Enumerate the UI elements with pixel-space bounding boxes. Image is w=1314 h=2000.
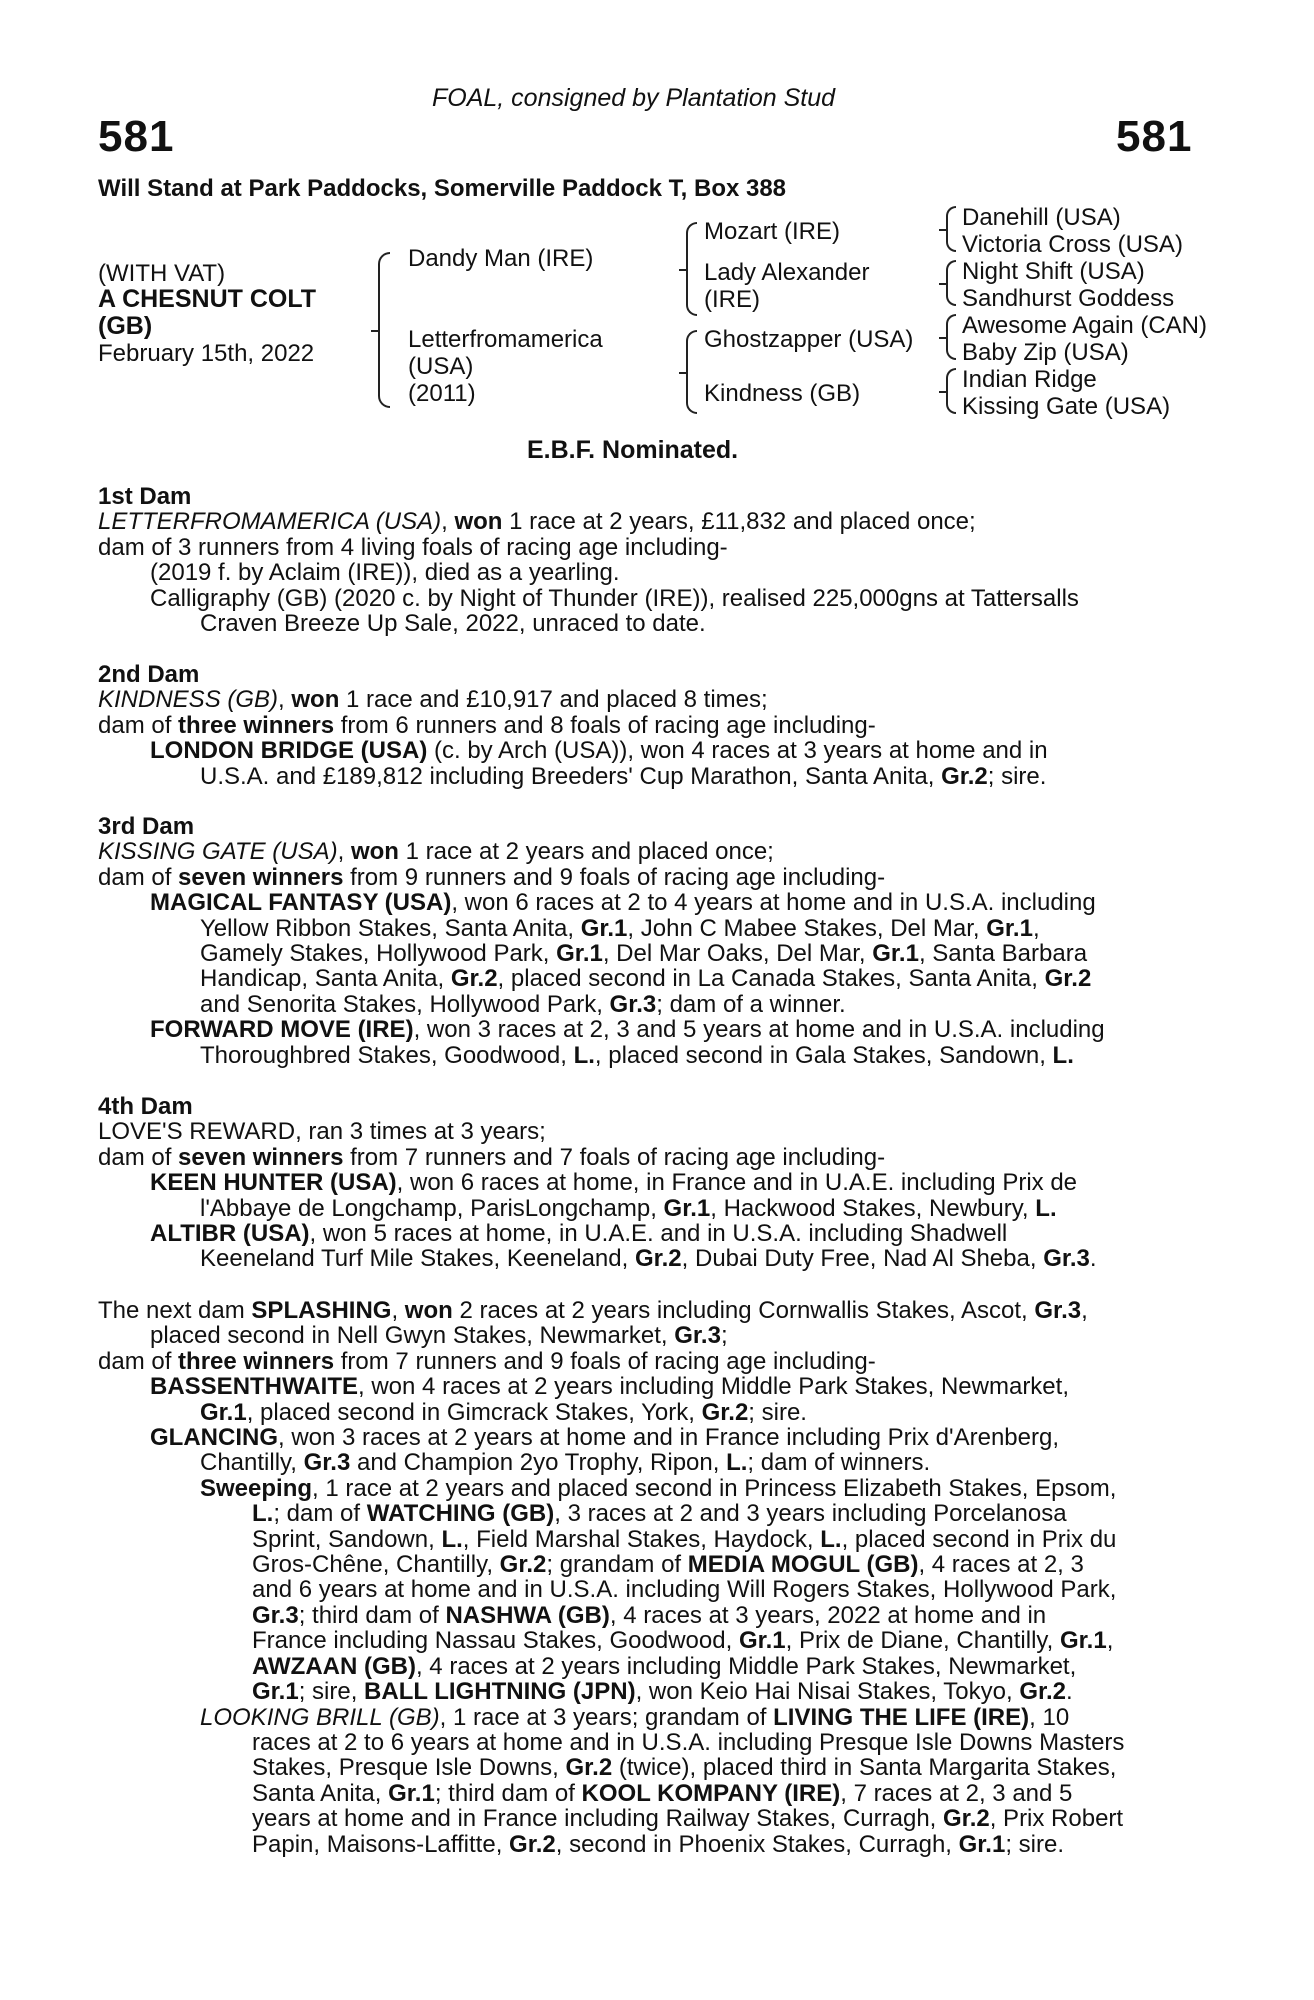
next-dam-section (98, 1298, 1204, 1857)
text: ; dam of a winner. (656, 990, 846, 1018)
text: Handicap, Santa Anita, (200, 965, 451, 993)
pedigree-brace-3a (946, 206, 956, 252)
text: Gros-Chêne, Chantilly, (252, 1551, 500, 1579)
text: , placed second in Prix du (841, 1525, 1117, 1553)
text: Thoroughbred Stakes, Goodwood, (200, 1041, 574, 1069)
progeny-name: LIVING THE LIFE (IRE) (773, 1703, 1030, 1731)
text: l'Abbaye de Longchamp, ParisLongchamp, (200, 1194, 664, 1222)
grade: Gr.1 (252, 1678, 299, 1706)
text: , 1 race at 2 years and placed second in Princess Elizabeth Stakes, Epsom, (312, 1474, 1117, 1502)
consignor-line: FOAL, consigned by Plantation Stud (432, 84, 836, 112)
winners-count: three winners (178, 711, 335, 739)
pedigree-brace-2b (686, 330, 697, 414)
pedigree-dam-sire: Ghostzapper (USA) (704, 326, 914, 353)
grade: Gr.1 (1059, 1627, 1107, 1655)
pedigree-dds: Indian Ridge (962, 366, 1097, 393)
text: dam of (98, 863, 179, 891)
progeny-name: NASHWA (GB) (445, 1601, 610, 1629)
progeny-name: LONDON BRIDGE (USA) (150, 737, 428, 765)
text: races at 2 to 6 years at home and in U.S.A. including Presque Isle Downs Masters (252, 1728, 1125, 1756)
grade: L. (252, 1500, 274, 1528)
text: , Dubai Duty Free, Nad Al Sheba, (681, 1245, 1044, 1273)
grade: Gr.1 (663, 1194, 711, 1222)
text: ; (720, 1322, 728, 1350)
progeny-name: FORWARD MOVE (IRE) (150, 1016, 414, 1044)
text: France including Nassau Stakes, Goodwood, (252, 1627, 739, 1655)
grade: L. (1035, 1194, 1057, 1222)
text: , Del Mar Oaks, Del Mar, (602, 940, 873, 968)
grade: L. (1052, 1041, 1074, 1069)
text: , placed second in Gala Stakes, Sandown, (594, 1041, 1053, 1069)
text: from 7 runners and 7 foals of racing age including- (343, 1143, 886, 1171)
text: . (1089, 1245, 1097, 1273)
text: , second in Phoenix Stakes, Curragh, (555, 1830, 959, 1858)
text: , (1032, 914, 1040, 942)
text: Sprint, Sandown, (252, 1525, 442, 1553)
pedigree-sdd: Sandhurst Goddess (962, 285, 1175, 312)
won-label: won (404, 1297, 453, 1324)
text: , 4 races at 2 years including Middle Park Stakes, Newmarket, (415, 1652, 1077, 1680)
progeny-name: ALTIBR (USA) (150, 1220, 310, 1248)
text: ; grandam of (546, 1551, 688, 1579)
race-record: 1 race at 2 years and placed once; (398, 838, 774, 866)
progeny-name: LOOKING BRILL (GB) (200, 1703, 440, 1731)
grade: Gr.2 (565, 1754, 613, 1782)
text: Gamely Stakes, Hollywood Park, (200, 940, 557, 968)
text: , won Keio Hai Nisai Stakes, Tokyo, (635, 1678, 1020, 1706)
text: and Senorita Stakes, Hollywood Park, (200, 990, 610, 1018)
text: ; sire. (748, 1398, 807, 1426)
text: Stakes, Presque Isle Downs, (252, 1754, 566, 1782)
grade: Gr.1 (872, 940, 919, 968)
lot-number-left: 581 (98, 112, 175, 161)
progeny-name: WATCHING (GB) (366, 1500, 555, 1528)
text: Keeneland Turf Mile Stakes, Keeneland, (200, 1245, 635, 1273)
grade: L. (441, 1525, 463, 1553)
pedigree-dss: Awesome Again (CAN) (962, 312, 1207, 339)
pedigree-dam-line1: Letterfromamerica (408, 326, 603, 353)
pedigree-brace-3b (946, 260, 956, 306)
lot-number-right: 581 (1116, 112, 1193, 161)
dam-name: KISSING GATE (USA) (98, 838, 338, 866)
grade: Gr.2 (701, 1398, 749, 1426)
text: dam of (98, 711, 179, 739)
dam-name: KINDNESS (GB) (98, 686, 279, 714)
pedigree-brace-3c (946, 314, 956, 360)
race-record: 1 race at 2 years, £11,832 and placed once; (502, 508, 976, 536)
progeny-name: AWZAAN (GB) (252, 1652, 416, 1680)
grade: Gr.1 (580, 914, 628, 942)
grade: Gr.3 (674, 1322, 721, 1350)
text: . (1066, 1678, 1073, 1706)
pedigree-ssd: Victoria Cross (USA) (962, 231, 1183, 258)
grade: L. (573, 1041, 595, 1069)
pedigree-ddd: Kissing Gate (USA) (962, 393, 1171, 420)
text: The next dam (98, 1297, 252, 1324)
grade: Gr.2 (941, 762, 988, 790)
text: U.S.A. and £189,812 including Breeders' Cup Marathon, Santa Anita, (200, 762, 942, 790)
section-heading: 1st Dam (98, 483, 192, 510)
text: and Champion 2yo Trophy, Ripon, (350, 1449, 727, 1477)
text: , Hackwood Stakes, Newbury, (710, 1194, 1036, 1222)
pedigree-brace-3d (946, 368, 956, 414)
text: dam of (98, 1347, 179, 1375)
text: , Prix Robert (989, 1805, 1124, 1833)
grade: Gr.1 (958, 1830, 1006, 1858)
pedigree-brace-1 (378, 252, 390, 408)
second-dam-section: 2nd Dam KINDNESS (GB), won 1 race and £10,917 and placed 8 times; dam of three winners from 6 runners and 8 foals of racing age including- LONDON BRIDGE (USA) (c. by Arch (USA)), won 4 races at 3 years at home and in U.S.A. and £189,812 including Breeders' Cup Marathon, Santa Anita, Gr.2; sire. (98, 662, 1204, 789)
grade: Gr.3 (252, 1601, 299, 1629)
horse-description: A CHESNUT COLT (98, 285, 317, 313)
winners-count: three winners (178, 1347, 335, 1375)
text: , placed second in La Canada Stakes, Santa Anita, (497, 965, 1045, 993)
text: years at home and in France including Railway Stakes, Curragh, (252, 1805, 944, 1833)
text: , 10 (1029, 1703, 1070, 1731)
progeny-name: BALL LIGHTNING (JPN) (364, 1678, 636, 1706)
fourth-dam-section (98, 1094, 1204, 1272)
produce-entry: Calligraphy (GB) (2020 c. by Night of Thunder (IRE)), realised 225,000gns at Tattersalls (150, 584, 1079, 612)
grade: Gr.2 (509, 1830, 556, 1858)
produce-summary: dam of 3 runners from 4 living foals of racing age including- (98, 533, 728, 561)
grade: Gr.2 (943, 1805, 990, 1833)
winners-count: seven winners (178, 1143, 344, 1171)
progeny-name: KEEN HUNTER (USA) (150, 1169, 397, 1197)
text: (twice), placed third in Santa Margarita Stakes, (612, 1754, 1117, 1782)
third-dam-section: 3rd Dam KISSING GATE (USA), won 1 race at 2 years and placed once; dam of seven winners from 9 runners and 9 foals of racing age including- MAGICAL FANTASY (USA), won 6 races at 2 to 4 years at home and in U.S.A. including Yellow Ribbon Stakes, Santa Anita, Gr.1, John C Mabee Stakes, Del Mar, Gr.1, Gamely Stakes, Hollywood Park, Gr.1, Del Mar Oaks, Del Mar, Gr.1, Santa Barbara Handicap, Santa Anita, Gr.2, placed second in La Canada Stakes, Santa Anita, Gr.2 and Senorita Stakes, Hollywood Park, Gr.3; dam of a winner. FORWARD MOVE (IRE), won 3 races at 2, 3 and 5 years at home and in U.S.A. including Thoroughbred Stakes, Goodwood, L., placed second in Gala Stakes, Sandown, L. (98, 814, 1204, 1068)
text: , won 3 races at 2, 3 and 5 years at home and in U.S.A. including (413, 1016, 1105, 1044)
section-heading: 3rd Dam (98, 813, 195, 840)
text: ; dam of winners. (747, 1449, 931, 1477)
text: , 4 races at 3 years, 2022 at home and in (609, 1601, 1047, 1629)
text: , (1081, 1297, 1088, 1324)
text: , won 6 races at 2 to 4 years at home and in U.S.A. including (451, 889, 1096, 917)
produce-entry: (2019 f. by Aclaim (IRE)), died as a yearling. (150, 559, 620, 587)
produce-entry-continued: Craven Breeze Up Sale, 2022, unraced to date. (200, 610, 706, 638)
pedigree-dam-dam: Kindness (GB) (704, 380, 861, 407)
grade: L. (820, 1525, 842, 1553)
grade: Gr.3 (1043, 1245, 1090, 1273)
dam-name: LETTERFROMAMERICA (USA) (98, 508, 442, 536)
text: , Field Marshal Stakes, Haydock, (462, 1525, 821, 1553)
text: , 7 races at 2, 3 and 5 (840, 1779, 1073, 1807)
progeny-name: GLANCING (150, 1424, 278, 1452)
grade: Gr.1 (986, 914, 1033, 942)
text: ; sire, (298, 1678, 365, 1706)
text: Yellow Ribbon Stakes, Santa Anita, (200, 914, 581, 942)
grade: Gr.1 (556, 940, 603, 968)
text: placed second in Nell Gwyn Stakes, Newmarket, (150, 1322, 675, 1350)
text: ; third dam of (434, 1779, 582, 1807)
pedigree-sire-sire: Mozart (IRE) (704, 218, 841, 245)
text: ; sire. (987, 762, 1047, 790)
pedigree-sire-dam-line2: (IRE) (704, 286, 760, 313)
text: dam of (98, 1143, 179, 1171)
foaling-date: February 15th, 2022 (98, 340, 315, 367)
text: , 4 races at 2, 3 (918, 1551, 1084, 1579)
grade: Gr.2 (450, 965, 498, 993)
pedigree-dam-line2: (USA) (408, 353, 474, 380)
grade: Gr.2 (1019, 1678, 1067, 1706)
text: , won 6 races at home, in France and in U.A.E. including Prix de (396, 1169, 1078, 1197)
dam-record: LOVE'S REWARD, ran 3 times at 3 years; (98, 1118, 546, 1146)
grade: Gr.2 (499, 1551, 547, 1579)
text: , John C Mabee Stakes, Del Mar, (627, 914, 987, 942)
section-heading: 4th Dam (98, 1093, 193, 1120)
text: , placed second in Gimcrack Stakes, York, (246, 1398, 702, 1426)
text: , (1106, 1627, 1114, 1655)
progeny-name: MAGICAL FANTASY (USA) (150, 889, 452, 917)
won-label: won (454, 508, 503, 536)
grade: L. (726, 1449, 748, 1477)
won-label: won (350, 838, 399, 866)
stable-location: Will Stand at Park Paddocks, Somerville Paddock T, Box 388 (98, 175, 787, 202)
text: Chantilly, (200, 1449, 304, 1477)
horse-origin: (GB) (98, 312, 153, 340)
text: ; third dam of (298, 1601, 446, 1629)
grade: Gr.2 (634, 1245, 682, 1273)
pedigree-sss: Danehill (USA) (962, 204, 1121, 231)
winners-count: seven winners (178, 863, 344, 891)
text: , won 5 races at home, in U.A.E. and in U.S.A. including Shadwell (309, 1220, 1008, 1248)
pedigree-sire: Dandy Man (IRE) (408, 245, 594, 272)
text: , 3 races at 2 and 3 years including Porcelanosa (554, 1500, 1067, 1528)
grade: Gr.3 (609, 990, 657, 1018)
pedigree-dsd: Baby Zip (USA) (962, 339, 1129, 366)
section-heading: 2nd Dam (98, 661, 200, 688)
grade: Gr.3 (1034, 1297, 1082, 1324)
grade: Gr.1 (738, 1627, 786, 1655)
text: , (391, 1297, 405, 1324)
text: Santa Anita, (252, 1779, 389, 1807)
progeny-name: BASSENTHWAITE (150, 1373, 359, 1401)
pedigree-brace-2a (686, 222, 697, 316)
race-record: 1 race and £10,917 and placed 8 times; (339, 686, 768, 714)
text: , Prix de Diane, Chantilly, (785, 1627, 1060, 1655)
text: Papin, Maisons-Laffitte, (252, 1830, 510, 1858)
progeny-name: MEDIA MOGUL (GB) (687, 1551, 919, 1579)
grade: Gr.1 (388, 1779, 435, 1807)
dam-name: SPLASHING (251, 1297, 392, 1324)
text: ; sire. (1005, 1830, 1065, 1858)
text: 2 races at 2 years including Cornwallis Stakes, Ascot, (452, 1297, 1035, 1324)
pedigree-sds: Night Shift (USA) (962, 258, 1145, 285)
grade: Gr.3 (303, 1449, 351, 1477)
text: , won 3 races at 2 years at home and in France including Prix d'Arenberg, (278, 1424, 1059, 1452)
pedigree-dam-line3: (2011) (408, 380, 476, 407)
text: , 1 race at 3 years; grandam of (439, 1703, 774, 1731)
text: ; dam of (273, 1500, 367, 1528)
ebf-nomination: E.B.F. Nominated. (527, 436, 739, 464)
progeny-name: Sweeping (200, 1474, 313, 1502)
vat-note: (WITH VAT) (98, 260, 226, 287)
won-label: won (291, 686, 340, 714)
text: from 7 runners and 9 foals of racing age including- (334, 1347, 876, 1375)
text: , Santa Barbara (918, 940, 1088, 968)
text: , won 4 races at 2 years including Middle Park Stakes, Newmarket, (358, 1373, 1069, 1401)
text: (c. by Arch (USA)), won 4 races at 3 years at home and in (427, 737, 1048, 765)
text: and 6 years at home and in U.S.A. including Will Rogers Stakes, Hollywood Park, (252, 1576, 1117, 1604)
pedigree-sire-dam-line1: Lady Alexander (704, 259, 870, 286)
grade: Gr.1 (200, 1398, 247, 1426)
grade: Gr.2 (1044, 965, 1092, 993)
first-dam-section: 1st Dam LETTERFROMAMERICA (USA), won 1 race at 2 years, £11,832 and placed once; dam of 3 runners from 4 living foals of racing age including- (2019 f. by Aclaim (IRE)), died as a yearling. Calligraphy (GB) (2020 c. by Night of Thunder (IRE)), realised 225,000gns at Tattersalls Craven Breeze Up Sale, 2022, unraced to date. (98, 484, 1204, 636)
text: from 9 runners and 9 foals of racing age including- (343, 863, 886, 891)
text: from 6 runners and 8 foals of racing age including- (334, 711, 876, 739)
progeny-name: KOOL KOMPANY (IRE) (581, 1779, 841, 1807)
